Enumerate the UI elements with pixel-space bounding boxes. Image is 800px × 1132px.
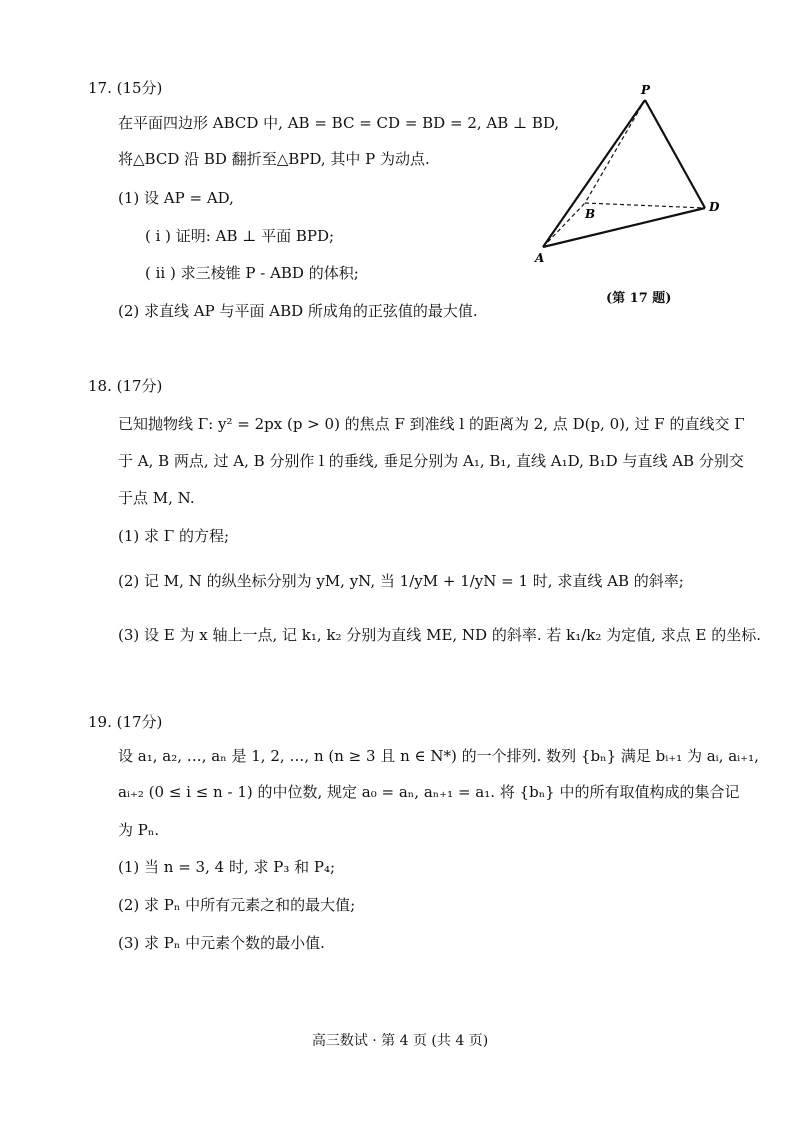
q19-line-6: (3) 求 Pₙ 中元素个数的最小值. xyxy=(118,934,325,952)
q17-line-2: 将△BCD 沿 BD 翻折至△BPD, 其中 P 为动点. xyxy=(118,150,430,168)
q19-line-2: aᵢ₊₂ (0 ≤ i ≤ n - 1) 的中位数, 规定 a₀ = aₙ, aₙ₊₁ = a₁. 将 {bₙ} 中的所有取值构成的集合记 xyxy=(118,783,740,801)
q17-line-1: 在平面四边形 ABCD 中, AB = BC = CD = BD = 2, AB ⊥ BD, xyxy=(118,114,560,132)
q19-heading: 19. (17分) xyxy=(88,713,163,731)
q17-heading: 17. (15分) xyxy=(88,79,163,97)
q17-line-6: (2) 求直线 AP 与平面 ABD 所成角的正弦值的最大值. xyxy=(118,302,478,320)
q18-heading: 18. (17分) xyxy=(88,377,163,395)
q18-line-4: (1) 求 Γ 的方程; xyxy=(118,527,230,545)
label-B: B xyxy=(585,207,596,221)
label-P: P xyxy=(641,83,651,97)
label-D: D xyxy=(709,200,720,214)
q18-line-6: (3) 设 E 为 x 轴上一点, 记 k₁, k₂ 分别为直线 ME, ND 的斜率. 若 k₁/k₂ 为定值, 求点 E 的坐标. xyxy=(118,626,761,644)
q17-line-3: (1) 设 AP = AD, xyxy=(118,189,234,207)
q19-line-3: 为 Pₙ. xyxy=(118,821,160,839)
q17-tetrahedron-figure xyxy=(530,80,730,310)
q19-line-5: (2) 求 Pₙ 中所有元素之和的最大值; xyxy=(118,896,356,914)
edge-AB xyxy=(543,203,585,247)
page-footer: 高三数试 · 第 4 页 (共 4 页) xyxy=(311,1033,489,1049)
q18-line-3: 于点 M, N. xyxy=(118,489,195,507)
q18-line-2: 于 A, B 两点, 过 A, B 分别作 l 的垂线, 垂足分别为 A₁, B₁, 直线 A₁D, B₁D 与直线 AB 分别交 xyxy=(118,452,744,470)
label-A: A xyxy=(535,251,545,265)
q17-line-5: ( ii ) 求三棱锥 P - ABD 的体积; xyxy=(145,264,359,282)
edge-PD xyxy=(645,100,705,208)
q18-line-1: 已知抛物线 Γ: y² = 2px (p > 0) 的焦点 F 到准线 l 的距离为 2, 点 D(p, 0), 过 F 的直线交 Γ xyxy=(118,415,745,433)
edge-PA xyxy=(543,100,645,247)
q17-figure-caption: (第 17 题) xyxy=(606,291,672,306)
q19-line-1: 设 a₁, a₂, …, aₙ 是 1, 2, …, n (n ≥ 3 且 n ∈ N*) 的一个排列. 数列 {bₙ} 满足 bᵢ₊₁ 为 aᵢ, aᵢ₊₁, xyxy=(118,747,759,765)
edge-BD xyxy=(585,203,705,208)
q19-line-4: (1) 当 n = 3, 4 时, 求 P₃ 和 P₄; xyxy=(118,858,336,876)
q17-line-4: ( i ) 证明: AB ⊥ 平面 BPD; xyxy=(145,227,335,245)
edge-PB xyxy=(585,100,645,203)
q18-line-5: (2) 记 M, N 的纵坐标分别为 yM, yN, 当 1/yM + 1/yN = 1 时, 求直线 AB 的斜率; xyxy=(118,572,684,590)
